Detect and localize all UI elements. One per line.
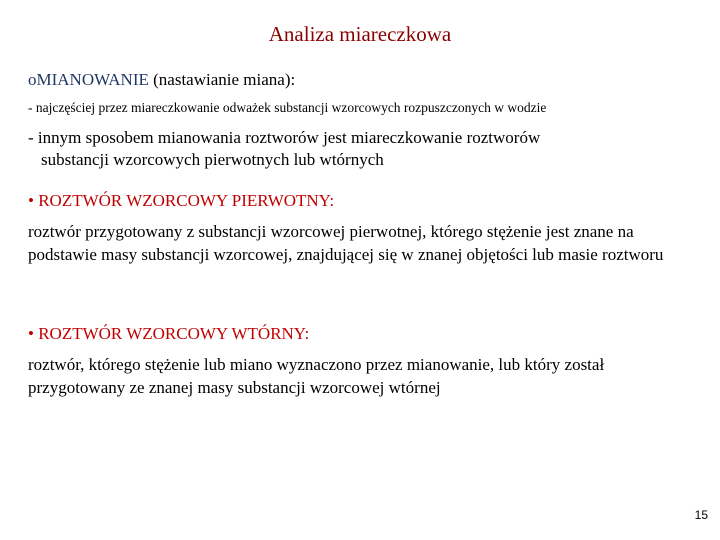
- secondary-standard-heading: • ROZTWÓR WZORCOWY WTÓRNY:: [28, 324, 310, 343]
- dash-item-2: [28, 127, 540, 171]
- dash-item-2-line1: - innym sposobem mianowania roztworów jest miareczkowanie roztworów: [28, 128, 541, 147]
- primary-standard-text: roztwór przygotowany z substancji wzorcowej pierwotnej, którego stężenie jest znane na podstawie masy substancji wzorcowej, znajdującej się w znanej objętości lub masie roztworu: [28, 222, 664, 264]
- dash-item-2-line2: substancji wzorcowych pierwotnych lub wtórnych: [41, 150, 384, 169]
- slide-title: Analiza miareczkowa: [268, 22, 452, 46]
- page-number: 15: [694, 508, 708, 522]
- primary-standard-heading: • ROZTWÓR WZORCOWY PIERWOTNY:: [28, 191, 335, 210]
- mianowanie-sublabel: (nastawianie miana):: [148, 70, 296, 89]
- dash-item-1: - najczęściej przez miareczkowanie odważek substancji wzorcowych rozpuszczonych w wodzie: [28, 100, 547, 115]
- secondary-standard-text: roztwór, którego stężenie lub miano wyznaczono przez mianowanie, lub który został przygotowany ze znanej masy substancji wzorcowej wtórnej: [28, 355, 605, 397]
- mianowanie-label: MIANOWANIE: [36, 70, 149, 89]
- bullet-o: o: [28, 70, 37, 89]
- mianowanie-heading: [28, 70, 295, 90]
